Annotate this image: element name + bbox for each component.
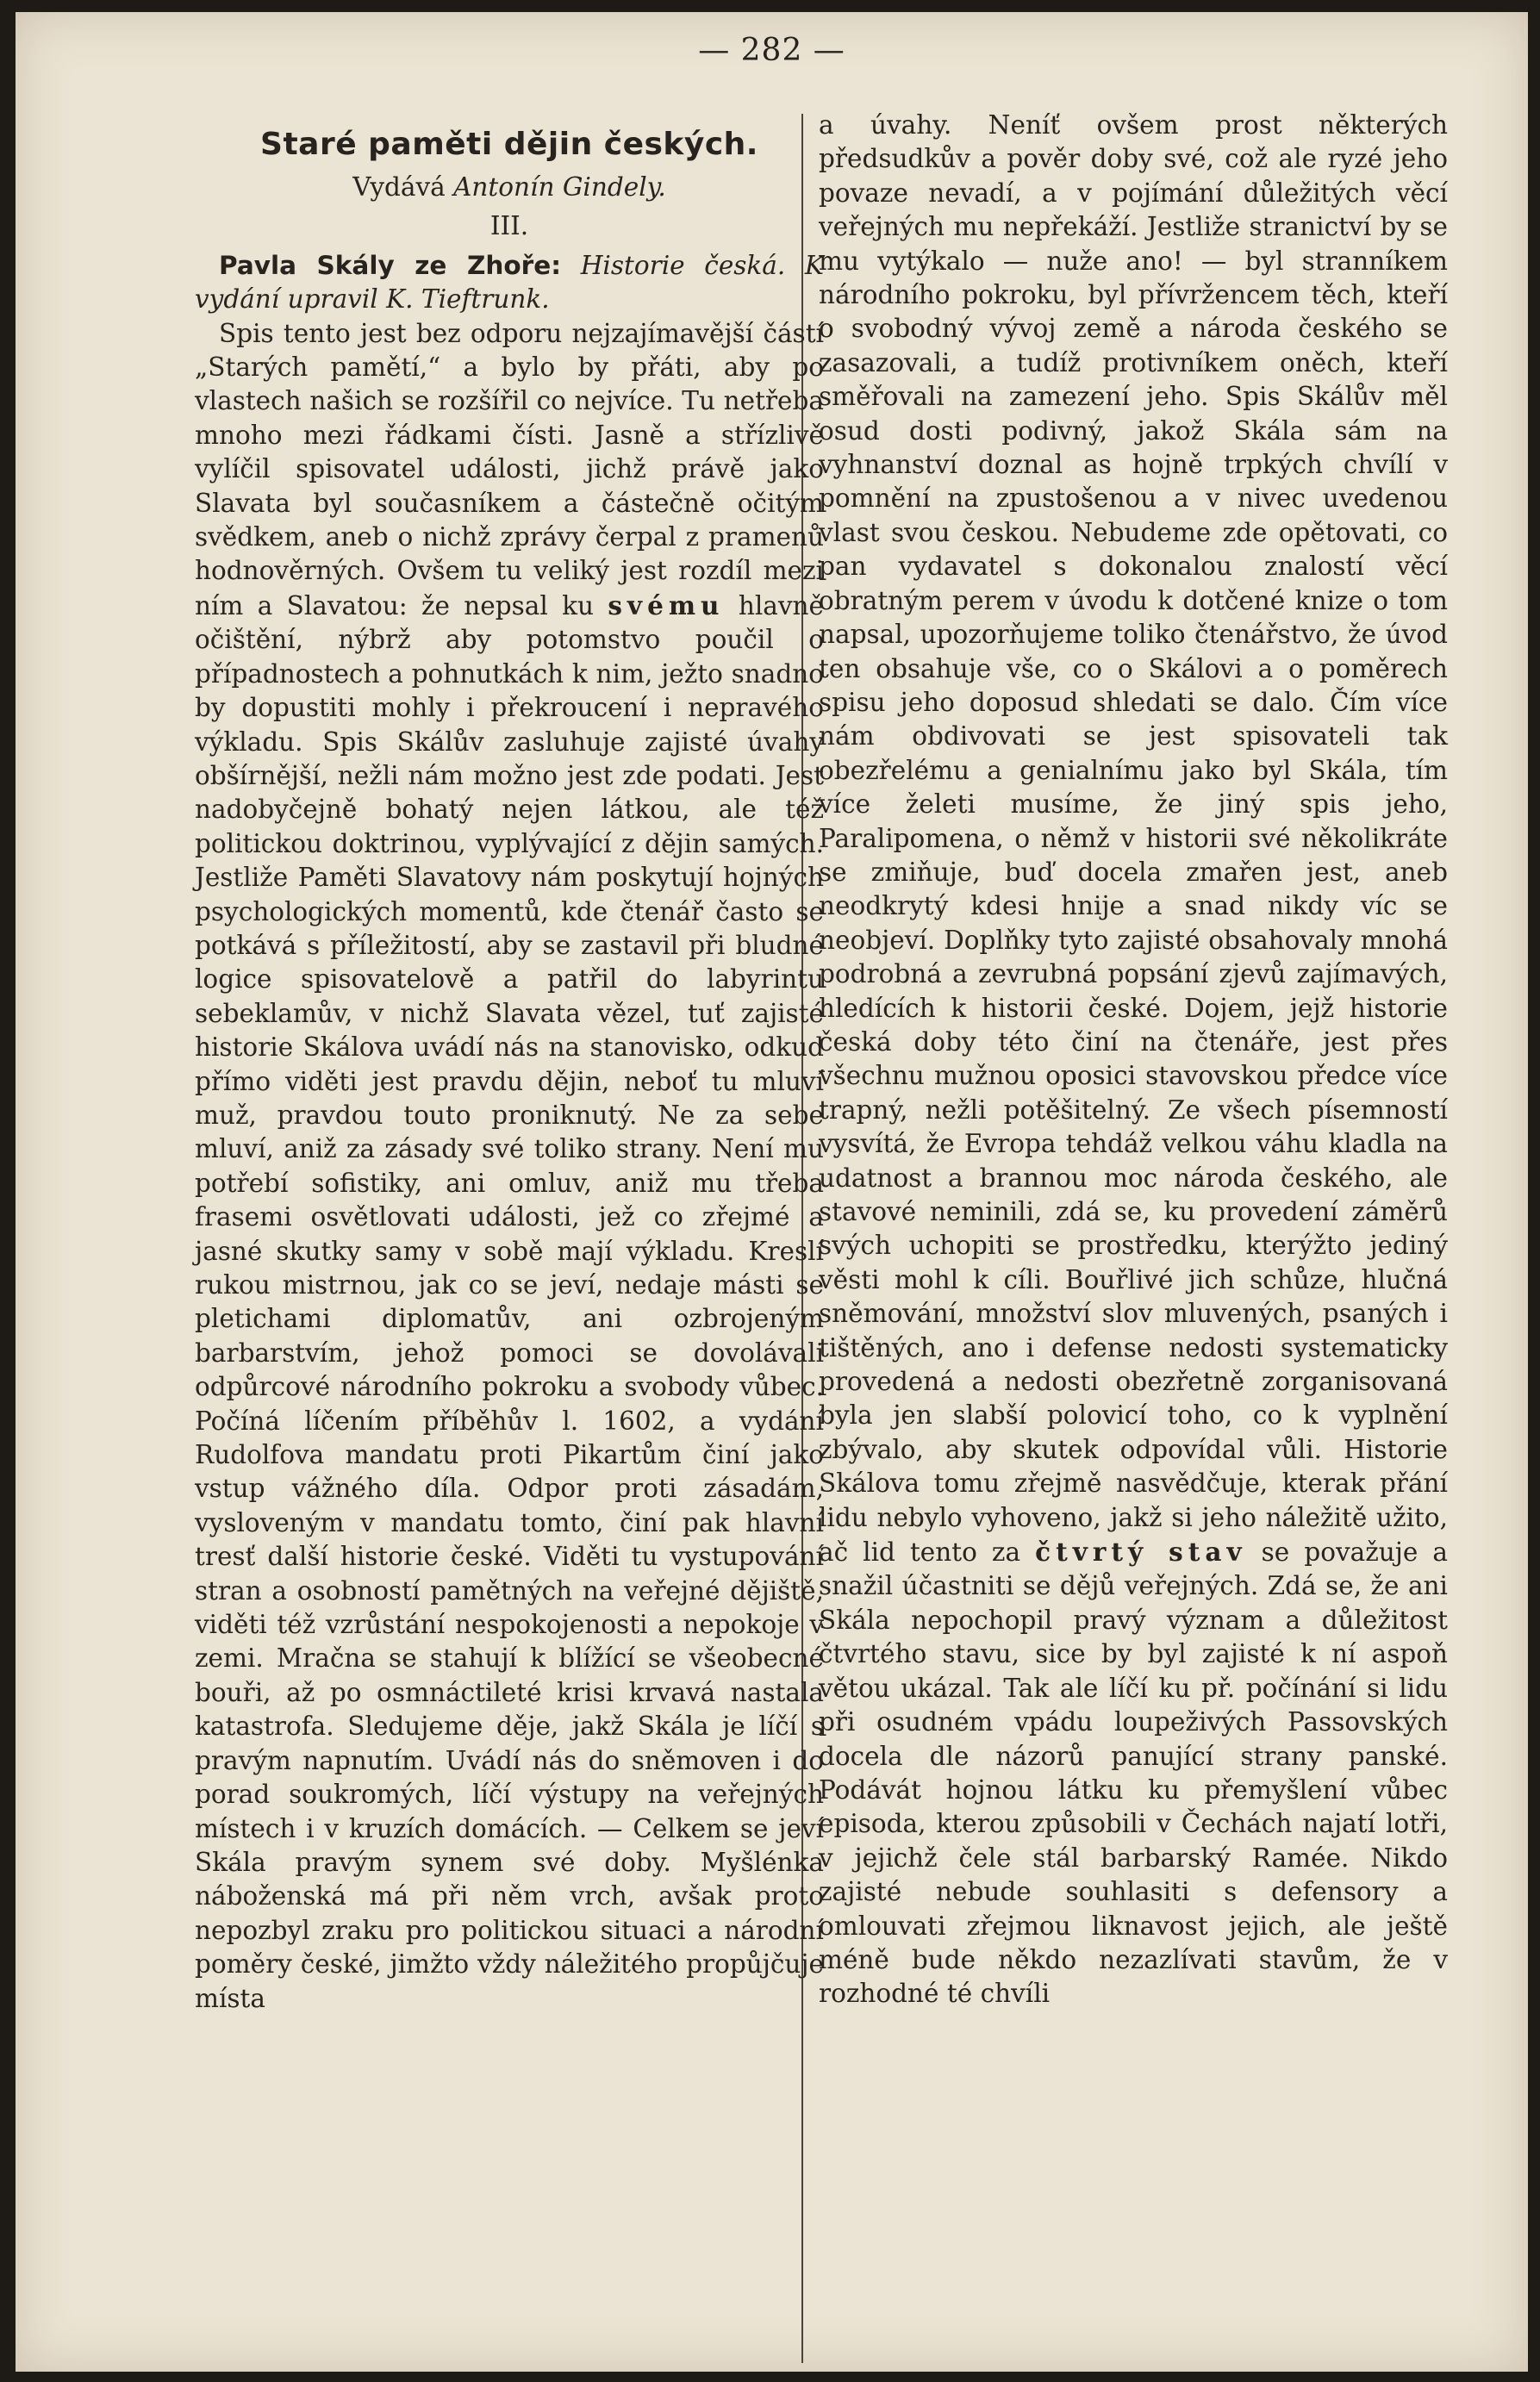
book-author: Pavla Skály ze Zhoře: <box>219 250 562 280</box>
left-text-b: hlavně očištění, nýbrž aby potomstvo poučil o případnostech a pohnutkách k nim, ježto snadno by dopustiti mohly i překroucení i nepravého výkladu. Spis Skálův zasluhuje zajisté úvahy obšírnější, nežli nám možno jest zde podati. Jest nadobyčejně bohatý nejen látkou, ale též politickou doktrinou, vyplývající z dějin samých. Jestliže Paměti Slavatovy nám poskytují hojných psychologických momentů, kde čtenář často se potkává s příležitostí, aby se zastavil při bludné logice spisovatelově a patřil do labyrintu sebeklamův, v nichž Slavata vězel, tuť zajisté historie Skálova uvádí nás na stanovisko, odkud přímo viděti jest pravdu dějin, neboť tu mluví muž, pravdou touto proniknutý. Ne za sebe mluví, aniž za zásady své toliko strany. Není mu potřebí sofistiky, ani omluv, aniž mu třeba frasemi osvětlovati události, jež co zřejmé a jasné skutky samy v sobě mají výkladu. Kreslí rukou mistrnou, jak co se jeví, nedaje másti se pletichami diplomatův, ani ozbrojeným barbarstvím, jehož pomoci se dovolávali odpůrcové národního pokroku a svobody vůbec. Počíná líčením příběhův l. 1602, a vydání Rudolfova mandatu proti Pikartům činí jako vstup vážného díla. Odpor proti zásadám, vysloveným v mandatu tomto, činí pak hlavní tresť další historie české. Viděti tu vystupování stran a osobností pamětných na veřejné dějiště, viděti též vzrůstání nespokojenosti a nepokoje v zemi. Mračna se stahují k blížící se všeobecné bouři, až po osmnáctileté krisi krvavá nastala katastrofa. Sledujeme děje, jakž Skála je líčí s pravým napnutím. Uvádí nás do sněmoven i do porad soukromých, líčí výstupy na veřejných místech i v kruzích domácích. — Celkem se jeví Skála pravým synem své doby. Myšlénka náboženská má při něm vrch, avšak proto nepozbyl zraku pro politickou situaci a národní poměry české, jimžto vždy náležitého propůjčuje místa <box>195 590 824 2013</box>
left-paragraph <box>195 317 824 2016</box>
editor-name: Antonín Gindely. <box>453 172 666 202</box>
page-number: — 282 — <box>698 33 845 68</box>
right-emphasis: čtvrtý stav <box>1035 1537 1247 1568</box>
book-title-line <box>195 249 824 317</box>
article-heading: Staré paměti dějin českých. <box>260 127 758 162</box>
right-text-a: a úvahy. Neníť ovšem prost některých předsudkův a pověr doby své, což ale ryzé jeho povaze nevadí, a v pojímání důležitých věcí veřejných mu nepřekáží. Jestliže stranictví by se mu vytýkalo — nuže ano! — byl stranníkem národního pokroku, byl přívržencem těch, kteří o svobodný vývoj země a národa českého se zasazovali, a tudíž protivníkem oněch, kteří směřovali na zamezení jeho. Spis Skálův měl osud dosti podivný, jakož Skála sám na vyhnanství doznal as hojně trpkých chvílí v pomnění na zpustošenou a v nivec uvedenou vlast svou českou. Nebudeme zde opětovati, co pan vydavatel s dokonalou znalostí věcí obratným perem v úvodu k dotčené knize o tom napsal, upozorňujeme toliko čtenářstvo, že úvod ten obsahuje vše, co o Skálovi a o poměrech spisu jeho doposud shledati se dalo. Čím více nám obdivovati se jest spisovateli tak obezřelému a genialnímu jako byl Skála, tím více želeti musíme, že jiný spis jeho, Paralipomena, o němž v historii své několikráte se zmiňuje, buď docela zmařen jest, aneb neodkrytý kdesi hnije a snad nikdy víc se neobjeví. Doplňky tyto zajisté obsahovaly mnohá podrobná a zevrubná popsání zjevů zajímavých, hledících k historii české. Dojem, jejž historie česká doby této činí na čtenáře, jest přes všechnu mužnou oposici stavovskou předce více trapný, nežli potěšitelný. Ze všech písemností vysvítá, že Evropa tehdáž velkou váhu kladla na udatnost a brannou moc národa českého, ale stavové neminili, zdá se, ku provedení záměrů svých uchopiti se prostředku, kterýžto jediný věsti mohl k cíli. Bouřlivé jich schůze, hlučná sněmování, množství slov mluvených, psaných i tištěných, ano i defense nedosti systematicky provedená a nedosti obezřetně zorganisovaná byla jen slabší polovicí toho, co k vyplnění zbývalo, aby skutek odpovídal vůli. Historie Skálova tomu zřejmě nasvědčuje, kterak přání lidu nebylo vyhoveno, jakž si jeho náležitě užito, ač lid tento za <box>819 110 1448 1568</box>
right-column <box>819 109 1448 2011</box>
book-title: Historie česká. K vydání upravil K. Tieftrunk. <box>195 250 824 315</box>
right-paragraph <box>819 109 1448 2011</box>
volume-number: III. <box>489 211 529 241</box>
left-text-a: Spis tento jest bez odporu nejzajímavější částí „Starých pamětí,“ a bylo by přáti, aby po vlastech našich se rozšířil co nejvíce. Tu netřeba mnoho mezi řádkami čísti. Jasně a střízlivě vylíčil spisovatel události, jichž právě jako Slavata byl současníkem a částečně očitým svědkem, aneb o nichž zprávy čerpal z pramenů hodnověrných. Ovšem tu veliký jest rozdíl mezi ním a Slavatou: že nepsal ku <box>195 318 824 620</box>
left-emphasis: svému <box>608 589 725 620</box>
page-sheet <box>16 12 1528 2372</box>
right-text-b: se považuje a snažil účastniti se dějů veřejných. Zdá se, že ani Skála nepochopil pravý význam a důležitost čtvrtého stavu, sice by byl zajisté k ní aspoň větou ukázal. Tak ale líčí ku př. počínání si lidu při osudném vpádu loupeživých Passovských docela dle názorů panující strany panské. Podávát hojnou látku ku přemyšlení vůbec episoda, kterou způsobili v Čechách najatí lotři, v jejichž čele stál barbarský Ramée. Nikdo zajisté nebude souhlasiti s defensory a omlouvati zřejmou liknavost jejich, ale ještě méně bude někdo nezazlívati stavům, že v rozhodné té chvíli <box>819 1537 1448 2009</box>
editor-prefix: Vydává <box>352 172 446 202</box>
editor-line <box>195 171 824 204</box>
left-column <box>195 109 824 2016</box>
